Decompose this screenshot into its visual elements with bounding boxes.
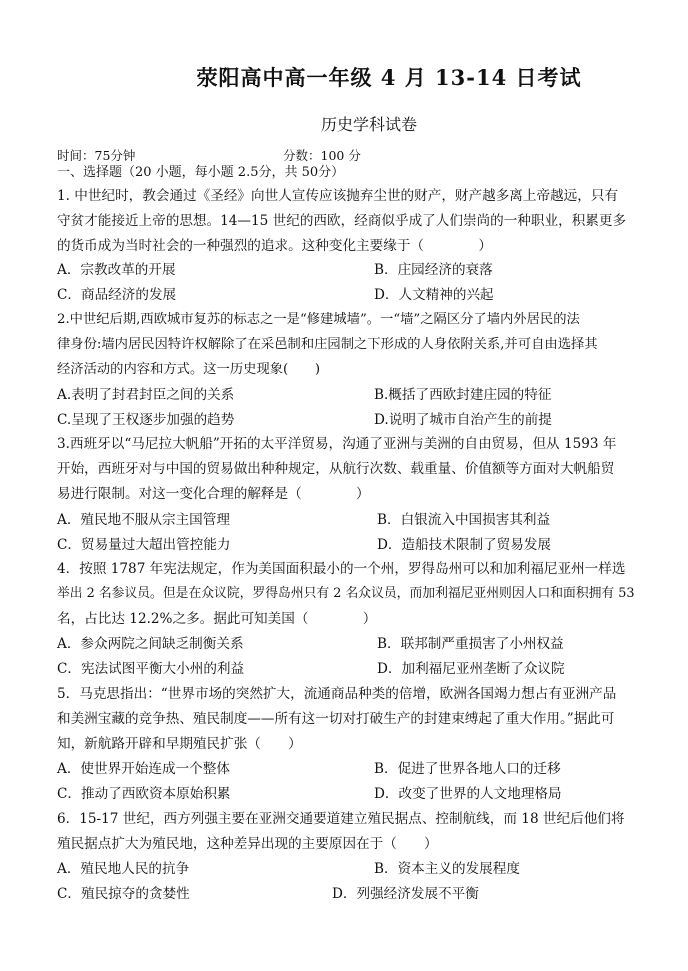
question-text-line: 和美洲宝藏的竞争热、殖民制度——所有这一切对打破生产的封建束缚起了重大作用。”据此可 <box>57 711 615 727</box>
option-d: D．人文精神的兴起 <box>374 287 494 303</box>
option-c: C．商品经济的发展 <box>57 287 177 303</box>
question-text-line: 守贫才能接近上帝的思想。14—15 世纪的西欧，经商似乎成了人们崇尚的一种职业，积累更多 <box>57 213 627 229</box>
option-a: A．宗教改革的开展 <box>57 262 176 278</box>
question-text-line: 2.中世纪后期,西欧城市复苏的标志之一是“修建城墙”。一“墙”之隔区分了墙内外居民的法 <box>57 312 580 327</box>
option-d: D．列强经济发展不平衡 <box>332 886 479 902</box>
question-text-line: 3.西班牙以“马尼拉大帆船”开拓的太平洋贸易，沟通了亚洲与美洲的自由贸易，但从 1593 年 <box>57 436 617 452</box>
question-text-line: 易进行限制。对这一变化合理的解释是（ ） <box>57 486 370 502</box>
option-c: C．殖民掠夺的贪婪性 <box>57 886 190 902</box>
option-d: D．加利福尼亚州垄断了众议院 <box>377 661 565 677</box>
option-a: A．殖民地不服从宗主国管理 <box>57 512 230 528</box>
question-text-line: 名，占比达 12.2%之多。据此可知美国（ ） <box>57 611 377 627</box>
section-heading: 一、选择题（20 小题，每小题 2.5分，共 50分） <box>57 165 345 180</box>
question-text-line: 6．15-17 世纪，西方列强主要在亚洲交通要道建立殖民据点、控制航线，而 18 世纪后他们将 <box>57 811 625 827</box>
exam-subtitle: 历史学科试卷 <box>320 115 417 134</box>
question-text-line: 律身份:墙内居民因特许权解除了在采邑制和庄园制之下形成的人身依附关系,并可自由选择其 <box>57 337 598 352</box>
option-a: A.表明了封君封臣之间的关系 <box>57 387 235 403</box>
option-d: D．造船技术限制了贸易发展 <box>377 537 552 553</box>
option-a: A．使世界开始连成一个整体 <box>57 761 230 777</box>
option-b: B.概括了西欧封建庄园的特征 <box>374 387 552 403</box>
option-c: C．贸易量过大超出管控能力 <box>57 537 231 553</box>
exam-title: 荥阳高中高一年级 4 月 13-14 日考试 <box>196 65 582 90</box>
question-text-line: 经济活动的内容和方式。这一历史现象( ) <box>57 362 321 377</box>
option-c: C．推动了西欧资本原始积累 <box>57 786 231 802</box>
exam-time: 时间：75分钟 <box>57 148 136 163</box>
option-c: C.呈现了王权逐步加强的趋势 <box>57 412 235 428</box>
question-text-line: 举出 2 名参议员。但是在众议院，罗得岛州只有 2 名众议员，而加利福尼亚州则因人口和面积拥有 53 <box>57 586 635 601</box>
question-text-line: 知，新航路开辟和早期殖民扩张（ ） <box>57 736 302 752</box>
question-text-line: 1. 中世纪时，教会通过《圣经》向世人宣传应该抛弃尘世的财产，财产越多离上帝越远，只有 <box>57 188 619 204</box>
option-b: B．联邦制严重损害了小州权益 <box>377 636 564 652</box>
question-text-line: 的货币成为当时社会的一种强烈的追求。这种变化主要缘于（ ） <box>57 238 492 254</box>
question-text-line: 5．马克思指出：“世界市场的突然扩大，流通商品种类的倍增，欧洲各国竭力想占有亚洲产品 <box>57 686 617 702</box>
question-text-line: 殖民据点扩大为殖民地，这种差异出现的主要原因在于（ ） <box>57 836 438 852</box>
option-a: A．殖民地人民的抗争 <box>57 861 190 877</box>
exam-score: 分数：100 分 <box>283 148 361 163</box>
option-d: D.说明了城市自治产生的前提 <box>374 412 552 428</box>
option-b: B．庄园经济的衰落 <box>374 262 493 278</box>
question-text-line: 开始，西班牙对与中国的贸易做出种种规定，从航行次数、载重量、价值额等方面对大帆船贸 <box>57 461 615 477</box>
option-b: B．白银流入中国损害其利益 <box>377 512 551 528</box>
option-b: B．促进了世界各地人口的迁移 <box>374 761 561 777</box>
option-a: A．参众两院之间缺乏制衡关系 <box>57 636 244 652</box>
option-d: D．改变了世界的人文地理格局 <box>374 786 562 802</box>
option-b: B．资本主义的发展程度 <box>374 861 520 877</box>
option-c: C．宪法试图平衡大小州的利益 <box>57 661 245 677</box>
question-text-line: 4．按照 1787 年宪法规定，作为美国面积最小的一个州，罗得岛州可以和加利福尼亚州一样选 <box>57 561 626 577</box>
